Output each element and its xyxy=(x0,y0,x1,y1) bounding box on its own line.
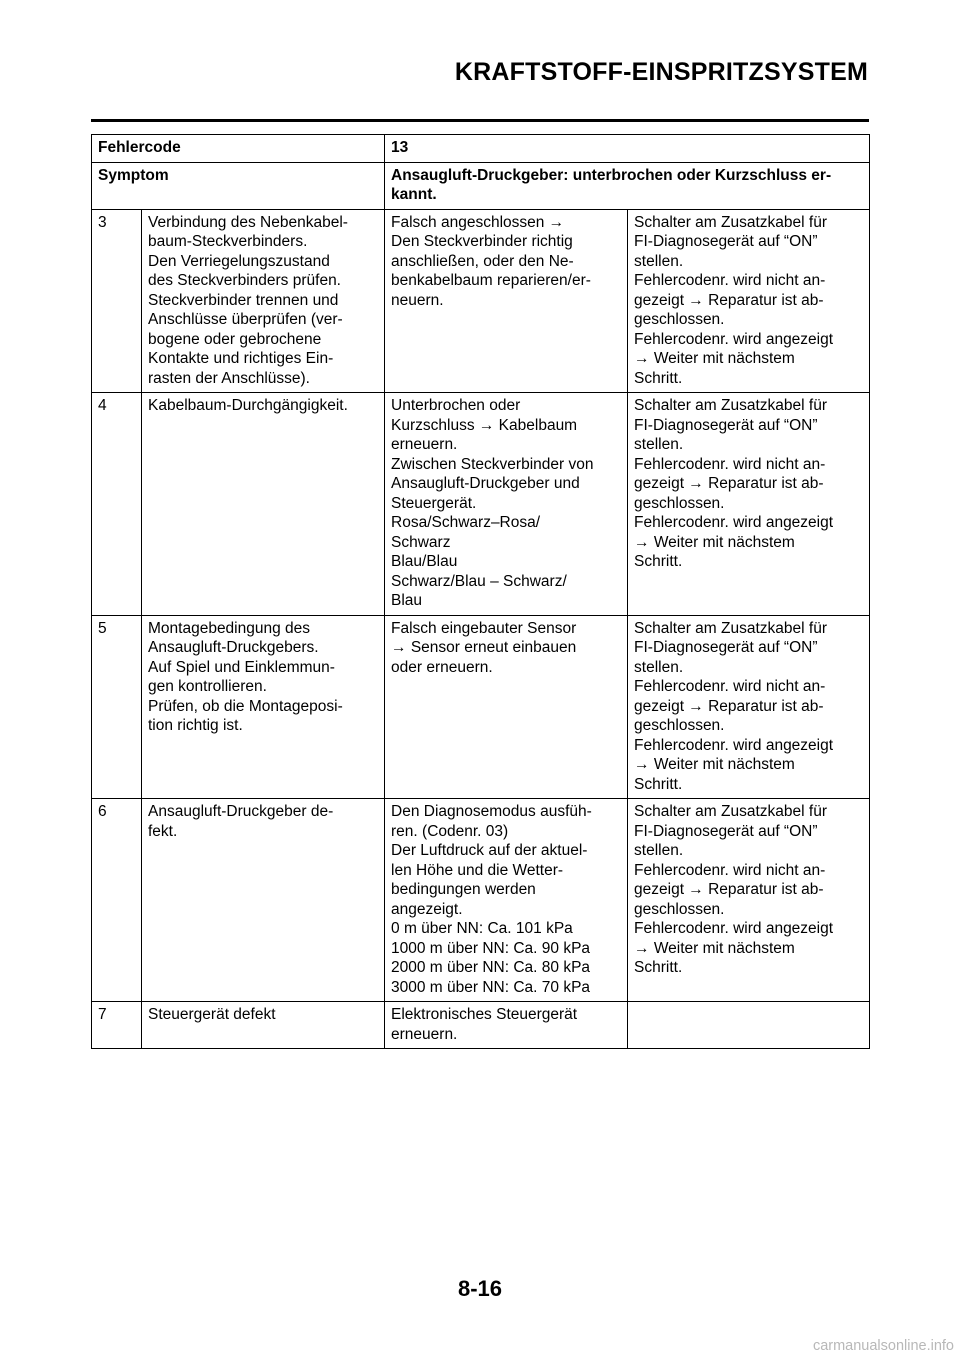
confirmation: Schalter am Zusatzkabel für FI-Diagnosegerät auf “ON” stellen. Fehlercodenr. wird nicht an- gezeigt → Reparatur ist ab- geschlossen. Fehlercodenr. wird angezeigt → Weiter mit nächstem Schritt. xyxy=(628,799,870,1002)
step-number: 6 xyxy=(92,799,142,1002)
confirmation xyxy=(628,1002,870,1049)
check-item: Montagebedingung des Ansaugluft-Druckgebers. Auf Spiel und Einklemmun- gen kontrollieren. Prüfen, ob die Montageposi- tion richtig ist. xyxy=(142,615,385,799)
check-item: Steuergerät defekt xyxy=(142,1002,385,1049)
check-item: Ansaugluft-Druckgeber de- fekt. xyxy=(142,799,385,1002)
confirmation: Schalter am Zusatzkabel für FI-Diagnosegerät auf “ON” stellen. Fehlercodenr. wird nicht an- gezeigt → Reparatur ist ab- geschlossen. Fehlercodenr. wird angezeigt → Weiter mit nächstem Schritt. xyxy=(628,393,870,616)
symptom-row xyxy=(92,162,870,209)
check-item: Kabelbaum-Durchgängigkeit. xyxy=(142,393,385,616)
fault-code-row xyxy=(92,135,870,163)
table-row xyxy=(92,393,870,616)
diagnostic-table xyxy=(91,134,870,1049)
confirmation: Schalter am Zusatzkabel für FI-Diagnosegerät auf “ON” stellen. Fehlercodenr. wird nicht an- gezeigt → Reparatur ist ab- geschlossen. Fehlercodenr. wird angezeigt → Weiter mit nächstem Schritt. xyxy=(628,209,870,393)
possible-cause-action: Unterbrochen oder Kurzschluss → Kabelbaum erneuern. Zwischen Steckverbinder von Ansaugluft-Druckgeber und Steuergerät. Rosa/Schwarz–Rosa/ Schwarz Blau/Blau Schwarz/Blau – Schwarz/ Blau xyxy=(385,393,628,616)
step-number: 7 xyxy=(92,1002,142,1049)
possible-cause-action: Falsch eingebauter Sensor → Sensor erneut einbauen oder erneuern. xyxy=(385,615,628,799)
page-header-title: KRAFTSTOFF-EINSPRITZSYSTEM xyxy=(454,58,868,86)
watermark: carmanualsonline.info xyxy=(812,1338,954,1354)
possible-cause-action: Falsch angeschlossen → Den Steckverbinder richtig anschließen, oder den Ne- benkabelbaum reparieren/er- neuern. xyxy=(385,209,628,393)
fault-code-value: 13 xyxy=(385,135,870,163)
confirmation: Schalter am Zusatzkabel für FI-Diagnosegerät auf “ON” stellen. Fehlercodenr. wird nicht an- gezeigt → Reparatur ist ab- geschlossen. Fehlercodenr. wird angezeigt → Weiter mit nächstem Schritt. xyxy=(628,615,870,799)
check-item: Verbindung des Nebenkabel- baum-Steckverbinders. Den Verriegelungszustand des Steckverbinders prüfen. Steckverbinder trennen und Anschlüsse überprüfen (ver- bogene oder gebrochene Kontakte und richtiges Ein- rasten der Anschlüsse). xyxy=(142,209,385,393)
table-row xyxy=(92,209,870,393)
symptom-label: Symptom xyxy=(92,162,385,209)
symptom-value: Ansaugluft-Druckgeber: unterbrochen oder Kurzschluss er- kannt. xyxy=(385,162,870,209)
table-row xyxy=(92,615,870,799)
possible-cause-action: Den Diagnosemodus ausfüh- ren. (Codenr. 03) Der Luftdruck auf der aktuel- len Höhe und die Wetter- bedingungen werden angezeigt. 0 m über NN: Ca. 101 kPa 1000 m über NN: Ca. 90 kPa 2000 m über NN: Ca. 80 kPa 3000 m über NN: Ca. 70 kPa xyxy=(385,799,628,1002)
table-row xyxy=(92,1002,870,1049)
header-rule xyxy=(91,119,869,122)
table-row xyxy=(92,799,870,1002)
step-number: 4 xyxy=(92,393,142,616)
page-number: 8-16 xyxy=(457,1276,503,1301)
fault-code-label: Fehlercode xyxy=(92,135,385,163)
step-number: 5 xyxy=(92,615,142,799)
possible-cause-action: Elektronisches Steuergerät erneuern. xyxy=(385,1002,628,1049)
step-number: 3 xyxy=(92,209,142,393)
